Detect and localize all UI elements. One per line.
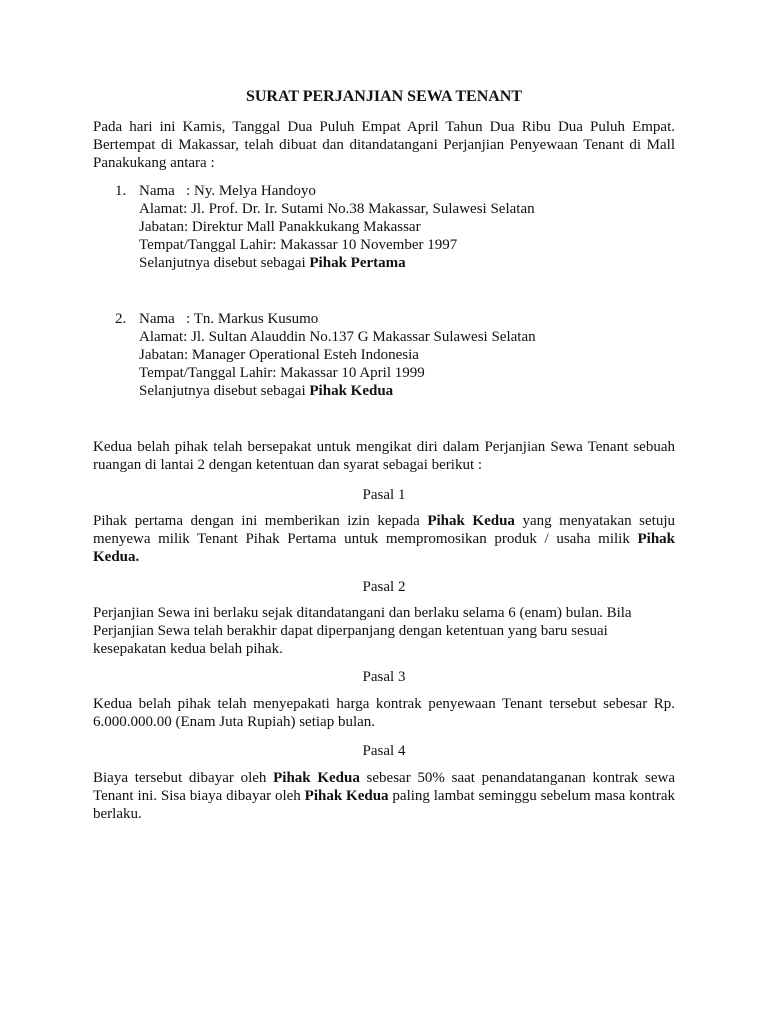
party-2-address: Alamat: Jl. Sultan Alauddin No.137 G Makassar Sulawesi Selatan [139, 329, 536, 345]
party-1-address: Alamat: Jl. Prof. Dr. Ir. Sutami No.38 Makassar, Sulawesi Selatan [139, 201, 535, 217]
pasal-1-heading: Pasal 1 [362, 487, 406, 503]
pasal-4-text-a: Biaya tersebut dibayar oleh [93, 770, 274, 786]
party-1-name: Nama : Ny. Melya Handoyo [139, 183, 316, 199]
pasal-1-bold-b: Pihak Kedua. [93, 531, 675, 565]
party-2-position: Jabatan: Manager Operational Esteh Indonesia [139, 347, 419, 363]
pasal-4-heading: Pasal 4 [362, 743, 406, 759]
pasal-1-text [93, 512, 675, 566]
agreement-paragraph: Kedua belah pihak telah bersepakat untuk mengikat diri dalam Perjanjian Sewa Tenant sebuah ruangan di lantai 2 dengan ketentuan dan syarat sebagai berikut : [93, 439, 675, 473]
pasal-1-bold-a: Pihak Kedua [427, 513, 515, 529]
pasal-4-text [93, 769, 675, 823]
pasal-4-text-b: sebesar 50% saat penandatanganan kontrak sewa Tenant ini. Sisa biaya dibayar oleh [93, 770, 675, 804]
party-2-designation [139, 382, 679, 400]
party-1-designation-prefix: Selanjutnya disebut sebagai [139, 255, 310, 271]
party-2-designation-role: Pihak Kedua [309, 383, 394, 399]
party-1-designation-role: Pihak Pertama [309, 255, 406, 271]
party-1-number: 1. [115, 183, 127, 199]
pasal-3-heading: Pasal 3 [362, 669, 406, 685]
pasal-1-text-a: Pihak pertama dengan ini memberikan izin kepada [93, 513, 428, 529]
party-2-designation-prefix: Selanjutnya disebut sebagai [139, 383, 310, 399]
pasal-2-text: Perjanjian Sewa ini berlaku sejak ditandatangani dan berlaku selama 6 (enam) bulan. Bila Perjanjian Sewa telah berakhir dapat diperpanjang dengan ketentuan yang baru sesuai kesepakatan kedua belah pihak. [93, 605, 632, 657]
pasal-4-bold-a: Pihak Kedua [273, 770, 360, 786]
party-1-position: Jabatan: Direktur Mall Panakkukang Makassar [139, 219, 421, 235]
pasal-1-text-b: yang menyatakan setuju menyewa milik Tenant Pihak Pertama untuk mempromosikan produk / usaha milik [93, 513, 675, 547]
pasal-4-bold-b: Pihak Kedua [304, 788, 389, 804]
document-title: SURAT PERJANJIAN SEWA TENANT [245, 88, 523, 105]
pasal-3-text: Kedua belah pihak telah menyepakati harga kontrak penyewaan Tenant tersebut sebesar Rp. 6.000.000.00 (Enam Juta Rupiah) setiap bulan. [93, 696, 675, 730]
pasal-2-heading: Pasal 2 [362, 579, 406, 595]
party-2-number: 2. [115, 311, 127, 327]
party-1-birth: Tempat/Tanggal Lahir: Makassar 10 November 1997 [139, 237, 458, 253]
party-2-birth: Tempat/Tanggal Lahir: Makassar 10 April 1999 [139, 365, 425, 381]
pasal-4-text-c: paling lambat seminggu sebelum masa kontrak berlaku. [93, 788, 675, 822]
party-2-name: Nama : Tn. Markus Kusumo [139, 311, 319, 327]
party-1-designation [139, 254, 679, 272]
intro-paragraph: Pada hari ini Kamis, Tanggal Dua Puluh Empat April Tahun Dua Ribu Dua Puluh Empat. Bertempat di Makassar, telah dibuat dan ditandatangani Perjanjian Penyewaan Tenant di Mall Panakukang antara : [93, 119, 675, 171]
